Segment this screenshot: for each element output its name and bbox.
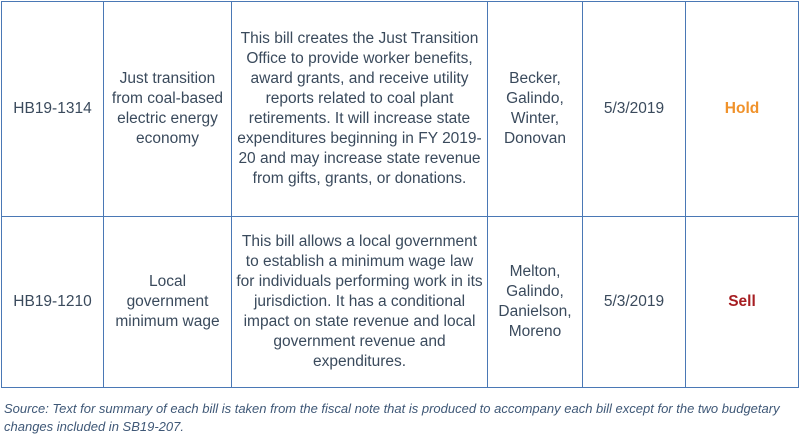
bill-date-cell: 5/3/2019 bbox=[583, 2, 686, 217]
table-row bbox=[2, 217, 799, 388]
bill-title-cell: Local government minimum wage bbox=[104, 217, 232, 388]
sponsor-name: Galindo, bbox=[506, 283, 564, 300]
bill-id-cell: HB19-1210 bbox=[2, 217, 104, 388]
bill-date-cell: 5/3/2019 bbox=[583, 217, 686, 388]
sponsor-name: Danielson, bbox=[498, 303, 572, 320]
sponsor-name: Winter, bbox=[510, 110, 560, 127]
bill-sponsors-cell bbox=[488, 2, 583, 217]
source-note: Source: Text for summary of each bill is taken from the fiscal note that is produced to accompany each bill except for the two budgetary changes included in SB19-207. bbox=[4, 401, 780, 434]
sponsor-name: Becker, bbox=[509, 70, 561, 87]
bill-sponsors-cell bbox=[488, 217, 583, 388]
sponsor-name: Moreno bbox=[508, 323, 562, 340]
sponsor-name: Melton, bbox=[509, 263, 561, 280]
recommendation-cell: Sell bbox=[686, 217, 799, 388]
bill-summary-cell: This bill allows a local government to establish a minimum wage law for individuals performing work in its jurisdiction. It has a conditional impact on state revenue and local government revenue and expenditures. bbox=[232, 217, 488, 388]
sponsor-name: Donovan bbox=[503, 130, 567, 147]
sponsor-name: Galindo, bbox=[506, 90, 564, 107]
bill-summary-cell: This bill creates the Just Transition Office to provide worker benefits, award grants, and receive utility reports related to coal plant retirements. It will increase state expenditures beginning in FY 2019-20 and may increase state revenue from gifts, grants, or donations. bbox=[232, 2, 488, 217]
bill-title-cell: Just transition from coal-based electric energy economy bbox=[104, 2, 232, 217]
bills-table bbox=[1, 1, 799, 388]
bill-id-cell: HB19-1314 bbox=[2, 2, 104, 217]
table-row bbox=[2, 2, 799, 217]
recommendation-cell: Hold bbox=[686, 2, 799, 217]
